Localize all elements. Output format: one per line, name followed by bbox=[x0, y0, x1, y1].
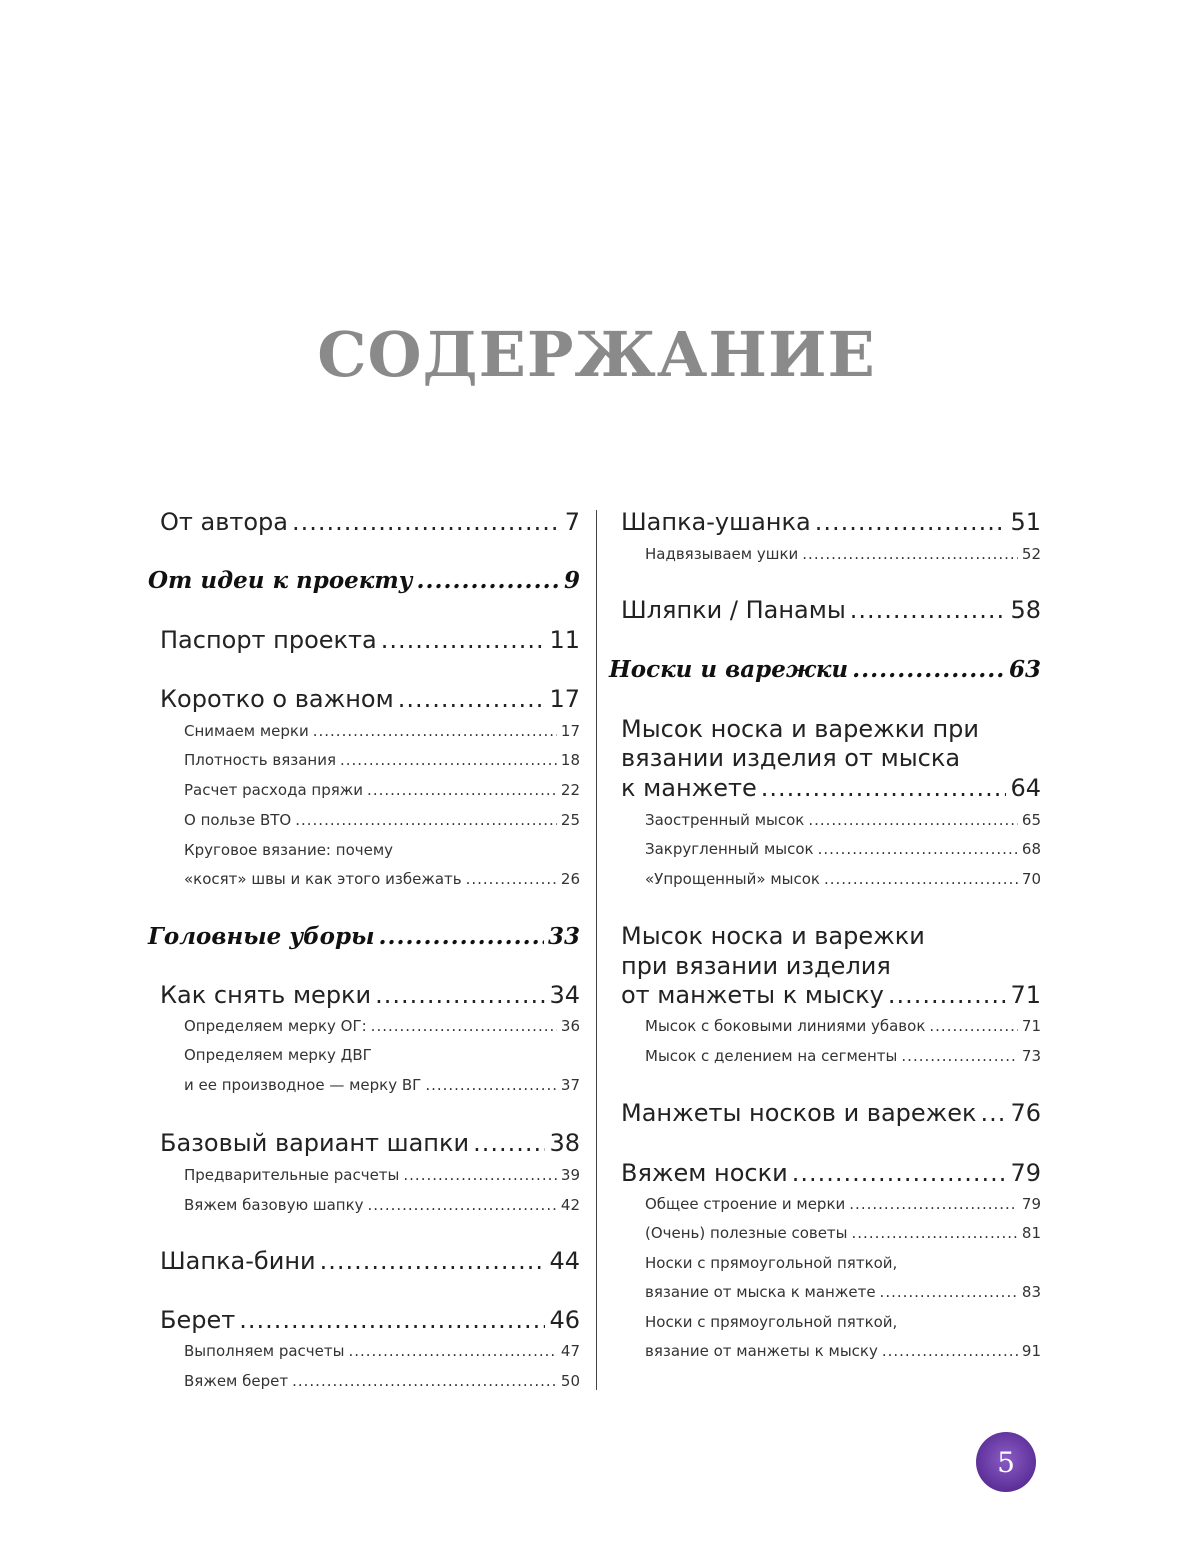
entry-title: Плотность вязания bbox=[184, 751, 336, 769]
toc-entry[interactable] bbox=[160, 981, 580, 1009]
entry-title-line: Мысок носка и варежки bbox=[621, 922, 925, 950]
part-title: От идеи к проекту bbox=[148, 567, 413, 594]
toc-subentry[interactable] bbox=[184, 751, 580, 769]
entry-title: Выполняем расчеты bbox=[184, 1342, 345, 1360]
entry-title: Вяжем базовую шапку bbox=[184, 1196, 364, 1214]
entry-page: 36 bbox=[560, 1017, 580, 1035]
toc-subentry[interactable] bbox=[184, 1342, 580, 1360]
entry-title: Мысок с боковыми линиями убавок bbox=[645, 1017, 926, 1035]
entry-title: Манжеты носков и варежек bbox=[621, 1099, 977, 1127]
entry-page: 50 bbox=[560, 1372, 580, 1390]
toc-part-entry[interactable] bbox=[148, 923, 580, 950]
dot-leader bbox=[981, 1099, 1007, 1127]
entry-title: Снимаем мерки bbox=[184, 722, 309, 740]
dot-leader bbox=[880, 1283, 1018, 1301]
entry-title: Паспорт проекта bbox=[160, 626, 377, 654]
entry-title-line: Носки с прямоугольной пяткой, bbox=[645, 1254, 898, 1272]
toc-subentry[interactable] bbox=[184, 1196, 580, 1214]
dot-leader bbox=[473, 1129, 545, 1157]
dot-leader bbox=[348, 1342, 556, 1360]
toc-subentry[interactable] bbox=[645, 1195, 1041, 1213]
dot-leader bbox=[320, 1247, 546, 1275]
page-title: СОДЕРЖАНИЕ bbox=[317, 318, 876, 391]
entry-title: Предварительные расчеты bbox=[184, 1166, 400, 1184]
dot-leader bbox=[824, 870, 1018, 888]
dot-leader bbox=[371, 1017, 557, 1035]
toc-subentry[interactable] bbox=[645, 1017, 1041, 1035]
toc-subentry[interactable] bbox=[184, 870, 580, 888]
entry-title-line: при вязании изделия bbox=[621, 952, 891, 980]
entry-page: 26 bbox=[560, 870, 580, 888]
dot-leader bbox=[815, 508, 1007, 536]
dot-leader bbox=[295, 811, 557, 829]
entry-page: 65 bbox=[1021, 811, 1041, 829]
entry-page: 42 bbox=[560, 1196, 580, 1214]
toc-part-entry[interactable] bbox=[609, 656, 1041, 683]
entry-title: от манжеты к мыску bbox=[621, 981, 884, 1009]
entry-title-line: Мысок носка и варежки при bbox=[621, 715, 980, 743]
toc-subentry[interactable] bbox=[184, 1076, 580, 1094]
toc-entry[interactable] bbox=[621, 981, 1041, 1009]
entry-title: Базовый вариант шапки bbox=[160, 1129, 470, 1157]
dot-leader bbox=[466, 870, 557, 888]
toc-entry[interactable] bbox=[160, 1306, 580, 1334]
entry-title: Шапка-бини bbox=[160, 1247, 316, 1275]
entry-page: 76 bbox=[1010, 1099, 1041, 1127]
entry-page: 9 bbox=[563, 567, 580, 594]
entry-page: 51 bbox=[1010, 508, 1041, 536]
dot-leader bbox=[368, 1196, 557, 1214]
toc-subentry[interactable] bbox=[184, 811, 580, 829]
entry-title: Расчет расхода пряжи bbox=[184, 781, 364, 799]
dot-leader bbox=[761, 774, 1007, 802]
page-number: 5 bbox=[997, 1445, 1015, 1479]
toc-subentry[interactable] bbox=[184, 1372, 580, 1390]
entry-title: Шапка-ушанка bbox=[621, 508, 811, 536]
entry-page: 83 bbox=[1021, 1283, 1041, 1301]
entry-page: 81 bbox=[1021, 1224, 1041, 1242]
entry-page: 47 bbox=[560, 1342, 580, 1360]
toc-subentry[interactable] bbox=[645, 1047, 1041, 1065]
toc-entry[interactable] bbox=[160, 685, 580, 713]
dot-leader bbox=[292, 1372, 557, 1390]
toc-entry[interactable] bbox=[160, 1129, 580, 1157]
dot-leader bbox=[398, 685, 546, 713]
entry-title: Общее строение и мерки bbox=[645, 1195, 846, 1213]
entry-title: От автора bbox=[160, 508, 288, 536]
dot-leader bbox=[379, 923, 544, 950]
toc-entry[interactable] bbox=[621, 596, 1041, 624]
entry-page: 71 bbox=[1010, 981, 1041, 1009]
entry-title: Закругленный мысок bbox=[645, 840, 814, 858]
toc-subentry[interactable] bbox=[645, 840, 1041, 858]
dot-leader bbox=[367, 781, 557, 799]
entry-page: 18 bbox=[560, 751, 580, 769]
part-title: Носки и варежки bbox=[609, 656, 849, 683]
toc-subentry[interactable] bbox=[184, 781, 580, 799]
entry-title-line: Определяем мерку ДВГ bbox=[184, 1046, 372, 1064]
entry-title: (Очень) полезные советы bbox=[645, 1224, 848, 1242]
entry-page: 52 bbox=[1021, 545, 1041, 563]
dot-leader bbox=[403, 1166, 557, 1184]
dot-leader bbox=[808, 811, 1018, 829]
entry-page: 71 bbox=[1021, 1017, 1041, 1035]
entry-page: 38 bbox=[549, 1129, 580, 1157]
toc-entry[interactable] bbox=[160, 508, 580, 536]
entry-page: 44 bbox=[549, 1247, 580, 1275]
entry-page: 11 bbox=[549, 626, 580, 654]
dot-leader bbox=[416, 567, 560, 594]
entry-page: 79 bbox=[1010, 1159, 1041, 1187]
page-number-badge bbox=[976, 1432, 1036, 1492]
entry-page: 17 bbox=[560, 722, 580, 740]
toc-entry[interactable] bbox=[160, 626, 580, 654]
entry-page: 70 bbox=[1021, 870, 1041, 888]
toc-subentry[interactable] bbox=[645, 811, 1041, 829]
entry-title-line: Круговое вязание: почему bbox=[184, 841, 394, 859]
entry-title-line: вязании изделия от мыска bbox=[621, 744, 961, 772]
toc-subentry[interactable] bbox=[184, 722, 580, 740]
entry-page: 22 bbox=[560, 781, 580, 799]
entry-title: Заостренный мысок bbox=[645, 811, 805, 829]
entry-title: О пользе ВТО bbox=[184, 811, 292, 829]
entry-title: Как снять мерки bbox=[160, 981, 372, 1009]
entry-page: 37 bbox=[560, 1076, 580, 1094]
dot-leader bbox=[929, 1017, 1018, 1035]
dot-leader bbox=[818, 840, 1018, 858]
dot-leader bbox=[340, 751, 557, 769]
entry-title: Шляпки / Панамы bbox=[621, 596, 846, 624]
toc-subentry[interactable] bbox=[184, 1017, 580, 1035]
entry-page: 64 bbox=[1010, 774, 1041, 802]
entry-title: и ее производное — мерку ВГ bbox=[184, 1076, 422, 1094]
toc-subentry[interactable] bbox=[645, 870, 1041, 888]
toc-entry[interactable] bbox=[621, 1159, 1041, 1187]
dot-leader bbox=[850, 596, 1007, 624]
entry-title: Вяжем берет bbox=[184, 1372, 289, 1390]
column-divider bbox=[596, 510, 597, 1390]
entry-title: Надвязываем ушки bbox=[645, 545, 799, 563]
dot-leader bbox=[852, 656, 1005, 683]
dot-leader bbox=[313, 722, 557, 740]
toc-part-entry[interactable] bbox=[148, 567, 580, 594]
entry-page: 34 bbox=[549, 981, 580, 1009]
toc-entry[interactable] bbox=[621, 1099, 1041, 1127]
entry-title: вязание от манжеты к мыску bbox=[645, 1342, 878, 1360]
entry-page: 7 bbox=[564, 508, 580, 536]
dot-leader bbox=[849, 1195, 1018, 1213]
toc-entry[interactable] bbox=[621, 774, 1041, 802]
part-title: Головные уборы bbox=[148, 923, 375, 950]
toc-subentry[interactable] bbox=[184, 1166, 580, 1184]
toc-subentry[interactable] bbox=[645, 1342, 1041, 1360]
dot-leader bbox=[802, 545, 1018, 563]
dot-leader bbox=[375, 981, 545, 1009]
dot-leader bbox=[852, 1224, 1018, 1242]
entry-page: 25 bbox=[560, 811, 580, 829]
entry-page: 79 bbox=[1021, 1195, 1041, 1213]
entry-title: «косят» швы и как этого избежать bbox=[184, 870, 462, 888]
entry-page: 46 bbox=[549, 1306, 580, 1334]
entry-title: вязание от мыска к манжете bbox=[645, 1283, 876, 1301]
entry-page: 68 bbox=[1021, 840, 1041, 858]
entry-title-line: Носки с прямоугольной пяткой, bbox=[645, 1313, 898, 1331]
entry-title: к манжете bbox=[621, 774, 757, 802]
entry-title: Берет bbox=[160, 1306, 236, 1334]
entry-page: 39 bbox=[560, 1166, 580, 1184]
entry-page: 58 bbox=[1010, 596, 1041, 624]
dot-leader bbox=[381, 626, 546, 654]
toc-subentry[interactable] bbox=[645, 1283, 1041, 1301]
entry-page: 73 bbox=[1021, 1047, 1041, 1065]
entry-title: Мысок с делением на сегменты bbox=[645, 1047, 898, 1065]
entry-page: 63 bbox=[1008, 656, 1041, 683]
entry-title: Вяжем носки bbox=[621, 1159, 788, 1187]
dot-leader bbox=[792, 1159, 1007, 1187]
toc-entry[interactable] bbox=[160, 1247, 580, 1275]
entry-page: 17 bbox=[549, 685, 580, 713]
entry-title: Определяем мерку ОГ: bbox=[184, 1017, 367, 1035]
dot-leader bbox=[882, 1342, 1018, 1360]
dot-leader bbox=[901, 1047, 1018, 1065]
entry-page: 33 bbox=[547, 923, 580, 950]
dot-leader bbox=[888, 981, 1007, 1009]
entry-title: «Упрощенный» мысок bbox=[645, 870, 820, 888]
toc-subentry[interactable] bbox=[645, 545, 1041, 563]
entry-page: 91 bbox=[1021, 1342, 1041, 1360]
toc-entry[interactable] bbox=[621, 508, 1041, 536]
toc-subentry[interactable] bbox=[645, 1224, 1041, 1242]
dot-leader bbox=[292, 508, 561, 536]
entry-title: Коротко о важном bbox=[160, 685, 394, 713]
dot-leader bbox=[425, 1076, 557, 1094]
dot-leader bbox=[239, 1306, 545, 1334]
